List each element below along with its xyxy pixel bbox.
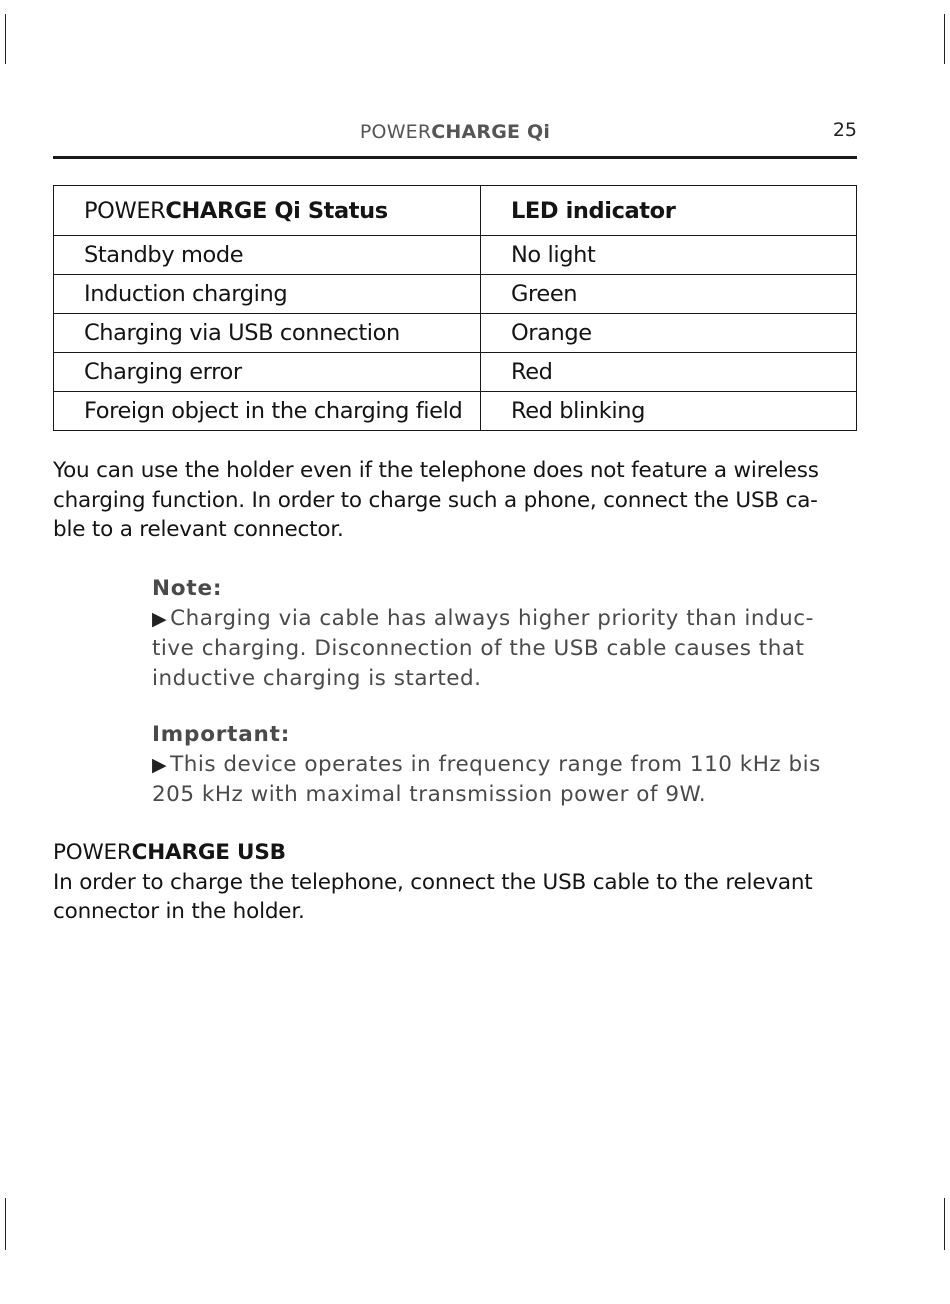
table-cell-led: Orange bbox=[481, 314, 857, 353]
table-cell-led: Green bbox=[481, 275, 857, 314]
important-line-text: This device operates in frequency range from 110 kHz bis bbox=[170, 751, 821, 777]
running-title-light: POWER bbox=[359, 121, 432, 143]
table-cell-status: Standby mode bbox=[54, 236, 481, 275]
table-header-status-bold: CHARGE Qi Status bbox=[165, 197, 388, 224]
table-cell-status: Foreign object in the charging field bbox=[54, 392, 481, 431]
table-cell-status: Induction charging bbox=[54, 275, 481, 314]
table-row bbox=[54, 353, 857, 392]
paragraph-line: connector in the holder. bbox=[53, 899, 305, 925]
table-row bbox=[54, 314, 857, 353]
paragraph-line: In order to charge the telephone, connect the USB cable to the relevant bbox=[53, 869, 813, 895]
table-header-led-label: LED indicator bbox=[511, 197, 676, 224]
table-header-status-light: POWER bbox=[84, 197, 166, 224]
crop-mark-bottom-right bbox=[944, 1198, 945, 1250]
page-number: 25 bbox=[832, 119, 857, 141]
table-cell-led: Red blinking bbox=[481, 392, 857, 431]
important-block bbox=[152, 720, 857, 810]
table-cell-status: Charging via USB connection bbox=[54, 314, 481, 353]
table-cell-led: Red bbox=[481, 353, 857, 392]
running-title bbox=[53, 121, 857, 143]
play-triangle-icon: ▶ bbox=[152, 607, 168, 630]
crop-mark-top-right bbox=[944, 14, 945, 64]
paragraph-line: charging function. In order to charge such a phone, connect the USB ca- bbox=[53, 487, 818, 513]
running-title-bold: CHARGE Qi bbox=[431, 121, 551, 143]
holder-usage-paragraph bbox=[53, 456, 857, 545]
paragraph-line: You can use the holder even if the telephone does not feature a wireless bbox=[53, 458, 819, 483]
usb-heading-bold: CHARGE USB bbox=[131, 840, 286, 865]
crop-mark-top-left bbox=[5, 14, 6, 64]
table-header-led bbox=[481, 186, 857, 236]
important-label: Important: bbox=[152, 722, 291, 747]
usb-section-heading bbox=[53, 838, 857, 868]
usb-section bbox=[53, 838, 857, 927]
note-block bbox=[152, 574, 857, 693]
status-led-table bbox=[53, 185, 857, 431]
page-header bbox=[53, 116, 857, 159]
important-line: 205 kHz with maximal transmission power of 9W. bbox=[152, 782, 707, 808]
play-triangle-icon: ▶ bbox=[152, 753, 168, 776]
note-line: tive charging. Disconnection of the USB cable causes that bbox=[152, 636, 805, 662]
table-row bbox=[54, 236, 857, 275]
note-line: inductive charging is started. bbox=[152, 665, 482, 691]
paragraph-line: ble to a relevant connector. bbox=[53, 517, 344, 543]
table-header-status bbox=[54, 186, 481, 236]
usb-heading-light: POWER bbox=[53, 840, 132, 865]
table-cell-status: Charging error bbox=[54, 353, 481, 392]
table-row bbox=[54, 392, 857, 431]
important-line bbox=[152, 750, 857, 781]
crop-mark-bottom-left bbox=[5, 1198, 6, 1250]
table-row bbox=[54, 275, 857, 314]
note-label: Note: bbox=[152, 576, 223, 601]
table-cell-led: No light bbox=[481, 236, 857, 275]
note-line-text: Charging via cable has always higher priority than induc- bbox=[170, 605, 814, 631]
table-header-row bbox=[54, 186, 857, 236]
note-line bbox=[152, 604, 857, 635]
